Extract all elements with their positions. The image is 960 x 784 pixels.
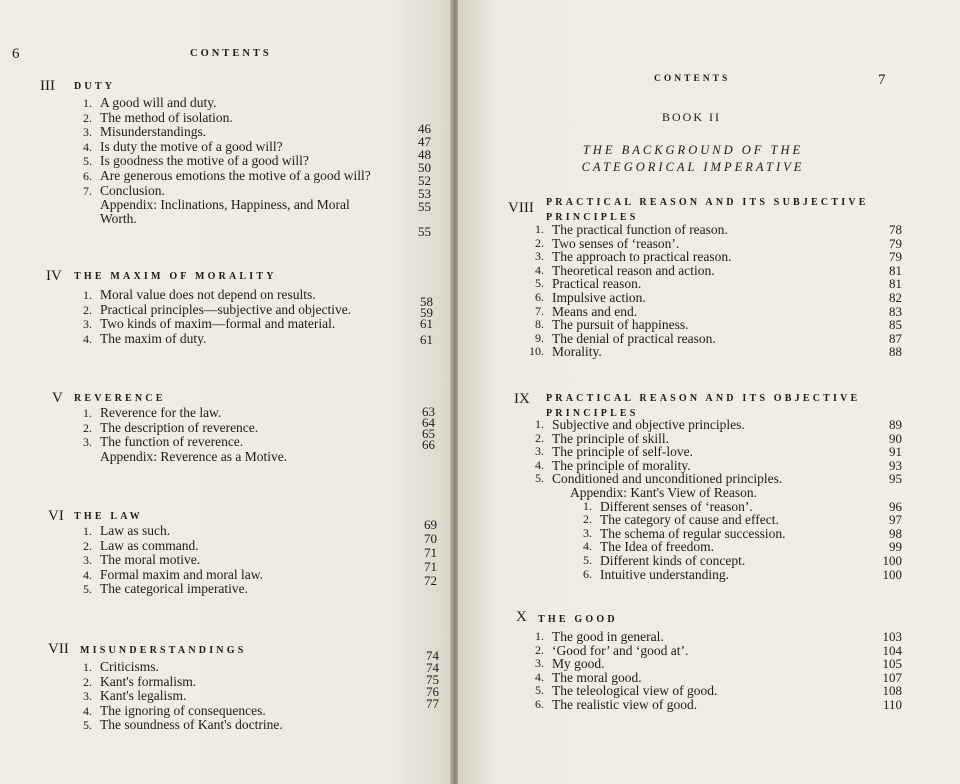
toc-entry: 5. Conditioned and unconditioned principles. 95 [535, 471, 902, 487]
toc-entry: 2. The description of reverence. [83, 419, 259, 435]
book-heading: BOOK II [662, 110, 721, 124]
toc-entry: 6. Impulsive action. 82 [535, 289, 902, 305]
toc-entry: 5. The teleological view of good. 108 [535, 683, 902, 699]
chapter-title: REVERENCE [74, 393, 166, 404]
toc-entry: 4. Formal maxim and moral law. [83, 566, 263, 582]
toc-entry: Appendix: Reverence as a Motive. [100, 448, 288, 464]
toc-entry: 2. Kant's formalism. [83, 673, 197, 689]
page-refs: 74 74 75 76 77 [426, 648, 439, 711]
toc-entry: 3. The principle of self-love. 91 [535, 444, 902, 460]
chapter-title: THE LAW [74, 511, 143, 522]
page-refs: 58 59 61 61 [420, 294, 433, 347]
toc-entry: 1. Criticisms. [83, 659, 159, 674]
page-number: 7 [878, 72, 886, 88]
chapter-title: PRACTICAL REASON AND ITS OBJECTIVE PRINCIPLES [546, 393, 861, 419]
toc-entry: 4. Is duty the motive of a good will? [83, 138, 283, 154]
part-title: THE BACKGROUND OF THE CATEGORICAL IMPERATIVE [581, 143, 805, 174]
toc-entry: 5. Practical reason. 81 [535, 276, 902, 292]
running-head: CONTENTS [190, 48, 272, 59]
toc-entry: 4. The moral good. 107 [535, 669, 902, 685]
chapter-number: VIII [508, 200, 534, 216]
toc-entry: 10. Morality. 88 [529, 344, 902, 360]
toc-entry: 5. The soundness of Kant's doctrine. [83, 717, 283, 733]
toc-entry: 4. Theoretical reason and action. 81 [535, 262, 902, 278]
toc-entry: 3. The moral motive. [83, 552, 201, 568]
toc-entry: 3. My good. 105 [535, 656, 902, 672]
running-head: CONTENTS [654, 74, 731, 84]
page-refs: 63 64 65 66 [422, 404, 435, 452]
toc-entry: 1. Law as such. [83, 523, 171, 538]
toc-entry: 3. The function of reverence. [83, 434, 244, 450]
chapter-entries [70, 96, 371, 225]
toc-subentry: 5. Different kinds of concept. 100 [583, 552, 902, 568]
chapter-entries [522, 630, 902, 712]
toc-entry: 4. The maxim of duty. [83, 330, 207, 346]
toc-entry: 5. The categorical imperative. [83, 581, 249, 597]
chapter-number: X [516, 609, 527, 625]
toc-entry: 1. The good in general. 103 [535, 629, 902, 644]
left-page [0, 0, 452, 784]
toc-entry: 3. Kant's legalism. [83, 688, 187, 704]
toc-entry: 1. A good will and duty. [83, 95, 217, 110]
chapter-title: MISUNDERSTANDINGS [80, 645, 247, 656]
toc-entry: 3. The approach to practical reason. 79 [535, 249, 902, 265]
chapter-title: THE GOOD [538, 614, 618, 625]
toc-entry: 1. Subjective and objective principles. 89 [535, 417, 902, 432]
right-page [458, 0, 960, 784]
toc-entry: 7. Means and end. 83 [535, 303, 902, 319]
toc-entry: Worth. [100, 210, 137, 226]
toc-subentry: 6. Intuitive understanding. 100 [583, 566, 902, 582]
toc-subentry: 1. Different senses of ‘reason’. 96 [583, 498, 902, 514]
chapter-number: IX [514, 391, 530, 407]
toc-entry: 4. The principle of morality. 93 [535, 457, 902, 473]
chapter-number: V [52, 390, 63, 406]
toc-entry: Appendix: Inclinations, Happiness, and Moral [100, 197, 350, 213]
toc-entry: 9. The denial of practical reason. 87 [535, 330, 902, 346]
toc-entry: 6. The realistic view of good. 110 [535, 696, 902, 712]
chapter-entries [522, 418, 902, 581]
chapter-entries [522, 223, 902, 359]
chapter-title: PRACTICAL REASON AND ITS SUBJECTIVE PRINCIPLES [546, 197, 869, 223]
toc-entry: 1. Reverence for the law. [83, 405, 222, 420]
page-number: 6 [12, 46, 20, 62]
toc-entry: 2. ‘Good for’ and ‘good at’. 104 [535, 642, 902, 658]
chapter-title: THE MAXIM OF MORALITY [74, 271, 277, 282]
toc-entry: 2. Law as command. [83, 537, 199, 553]
toc-entry: 2. The principle of skill. 90 [535, 430, 902, 446]
toc-entry: 1. Moral value does not depend on results. [83, 287, 316, 302]
toc-entry: 4. The ignoring of consequences. [83, 702, 266, 718]
toc-entry: 6. Are generous emotions the motive of a good will? [83, 167, 371, 183]
toc-entry: 2. Two senses of ‘reason’. 79 [535, 235, 902, 251]
page-refs: 69 70 71 71 72 [424, 517, 437, 588]
chapter-number: III [40, 78, 55, 94]
toc-subentry: 3. The schema of regular succession. 98 [583, 525, 902, 541]
toc-subentry: 2. The category of cause and effect. 97 [583, 512, 902, 528]
toc-entry: 8. The pursuit of happiness. 85 [535, 317, 902, 333]
chapter-number: VII [48, 641, 69, 657]
chapter-entries [70, 524, 263, 597]
chapter-number: IV [46, 268, 62, 284]
chapter-entries [70, 288, 351, 346]
chapter-entries [70, 660, 283, 733]
chapter-title: DUTY [74, 81, 116, 92]
toc-entry: 3. Misunderstandings. [83, 124, 207, 140]
chapter-number: VI [48, 508, 64, 524]
appendix-entry: Appendix: Kant's View of Reason. [570, 484, 757, 500]
chapter-entries [70, 406, 287, 463]
toc-entry: 7. Conclusion. [83, 182, 165, 198]
toc-entry: 2. Practical principles—subjective and objective. [83, 301, 352, 317]
toc-subentry: 4. The Idea of freedom. 99 [583, 539, 902, 555]
toc-entry: 2. The method of isolation. [83, 109, 233, 125]
toc-entry: 5. Is goodness the motive of a good will? [83, 153, 309, 169]
toc-entry: 1. The practical function of reason. 78 [535, 222, 902, 237]
page-refs: 46 47 48 50 52 53 55 55 [418, 121, 431, 239]
toc-entry: 3. Two kinds of maxim—formal and material. [83, 316, 336, 332]
